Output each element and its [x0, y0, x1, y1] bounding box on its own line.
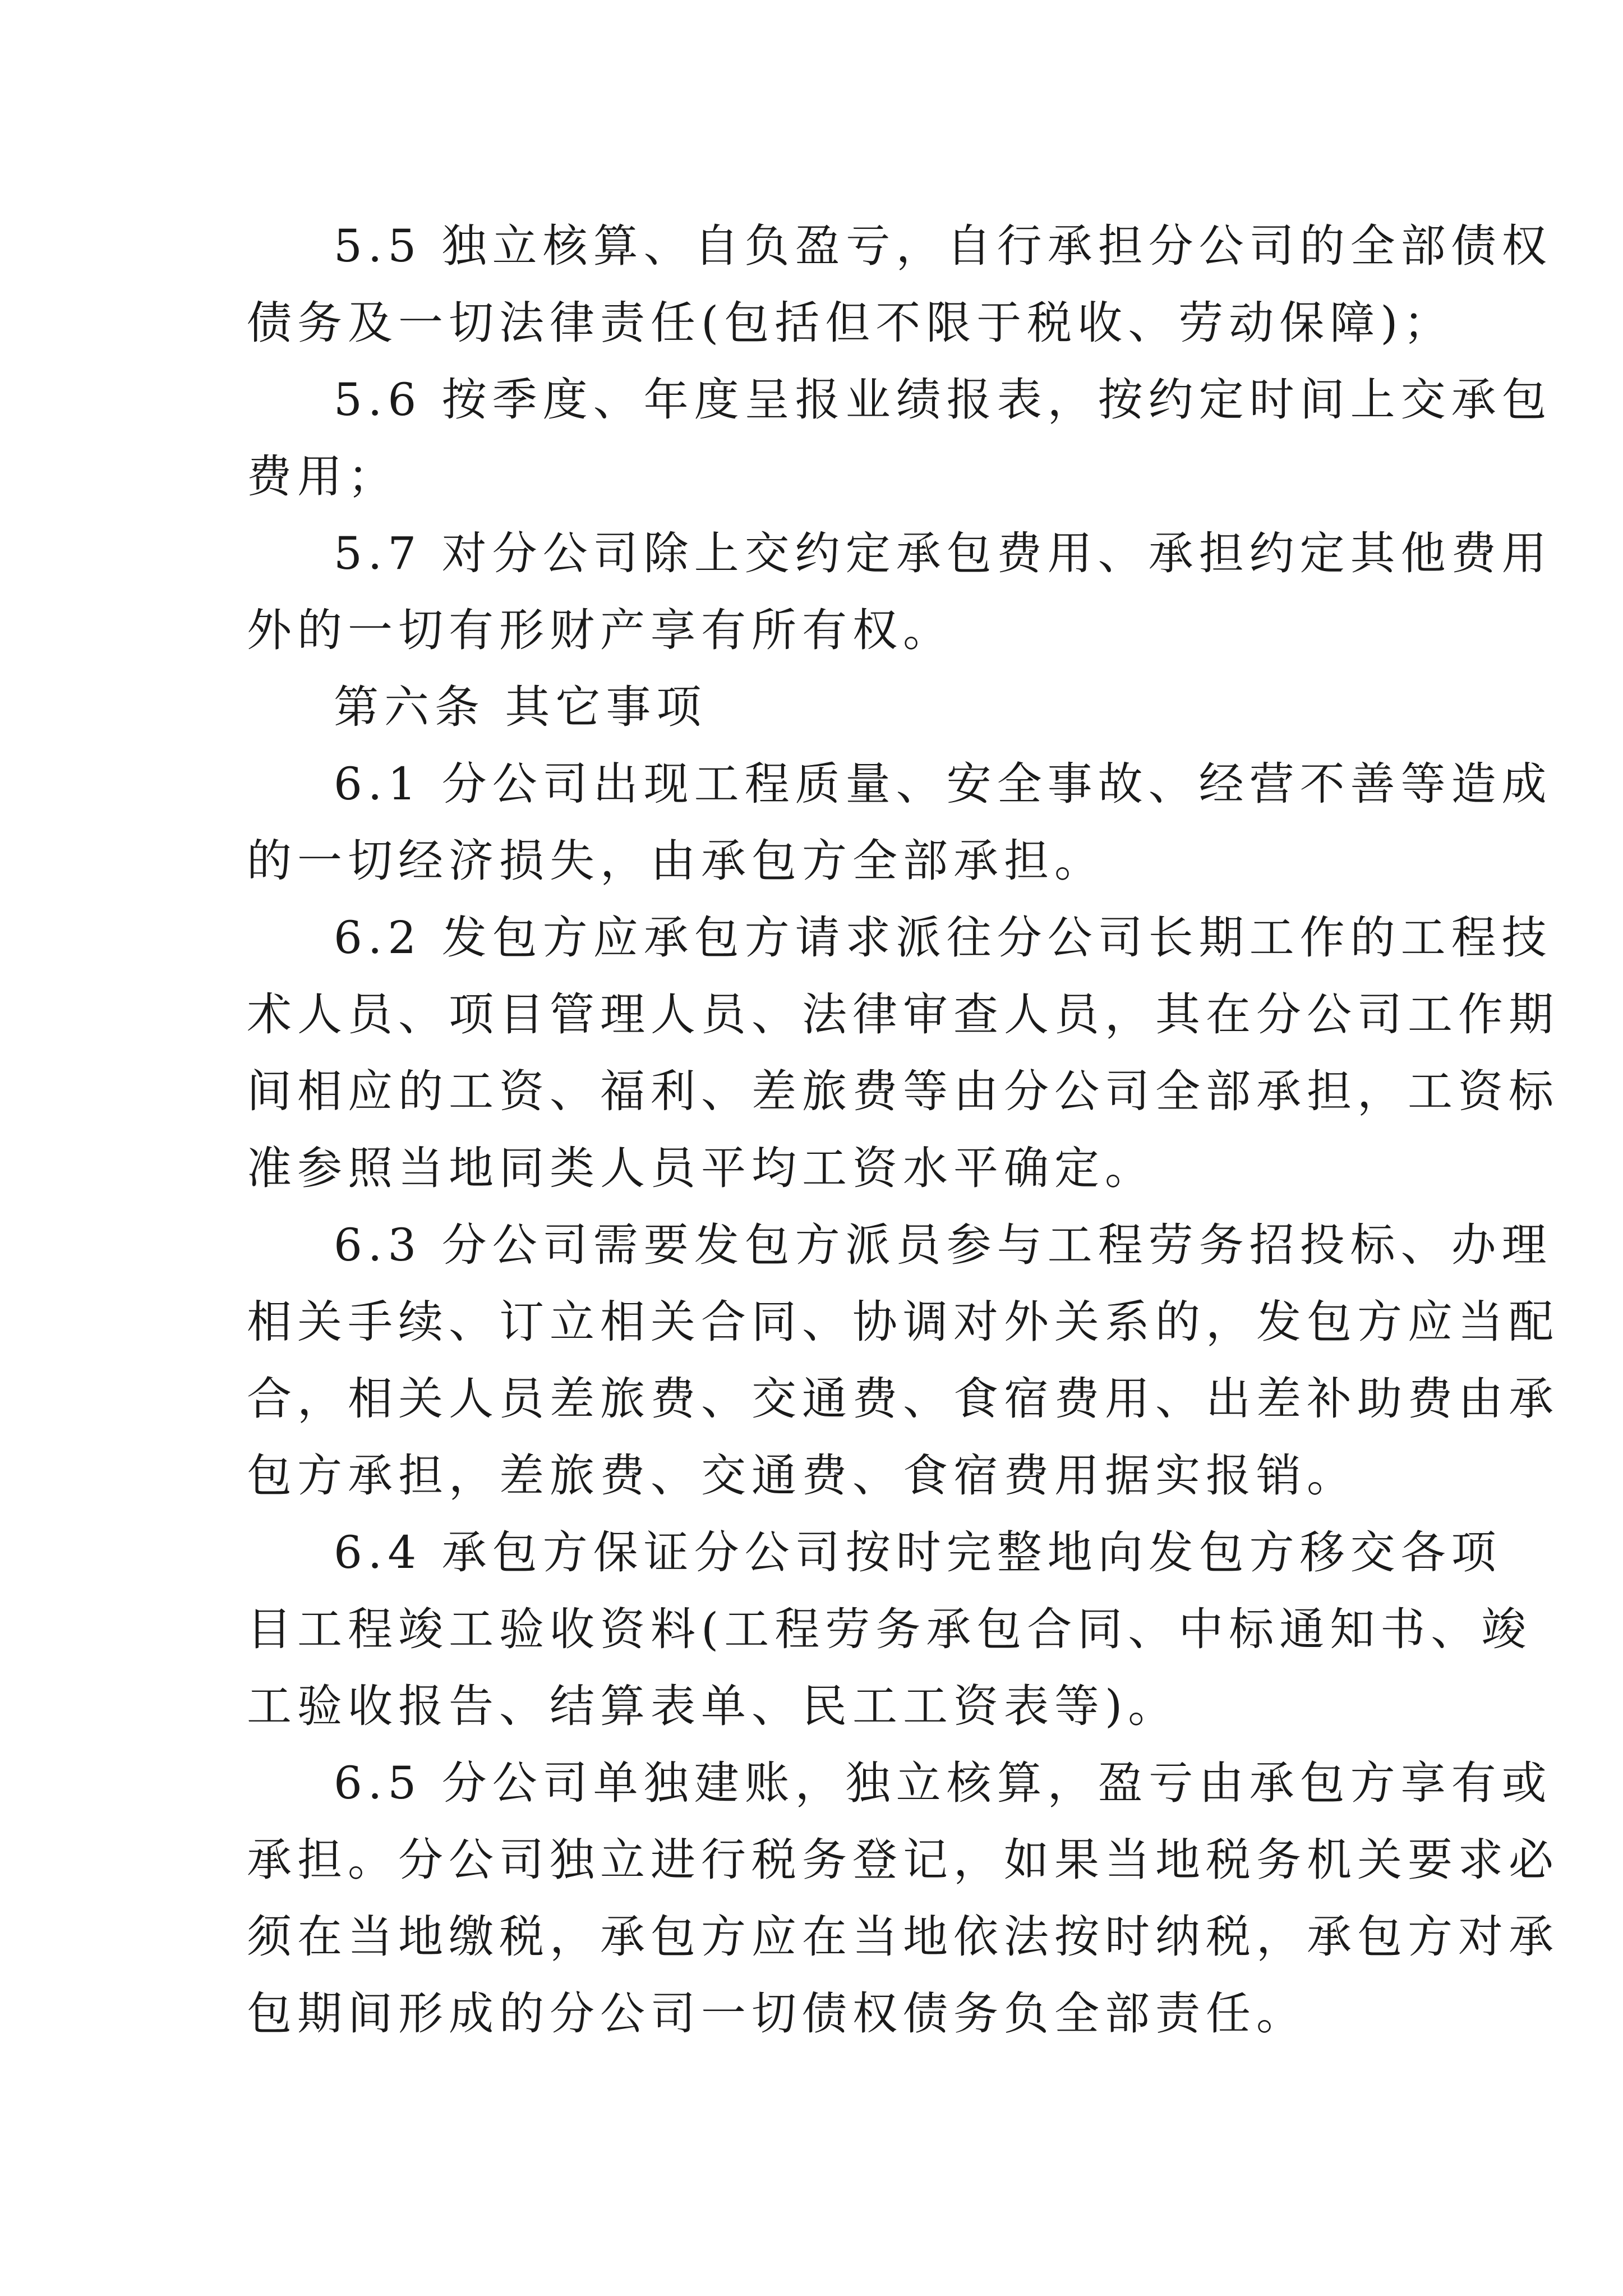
text-line-6-3-cont-1: 相关手续、订立相关合同、协调对外关系的，发包方应当配: [247, 1296, 1559, 1348]
text-line-5-7-cont: 外的一切有形财产享有所有权。: [247, 604, 953, 656]
text-line-6-2-cont-1: 术人员、项目管理人员、法律审查人员，其在分公司工作期: [247, 988, 1559, 1041]
text-line-6-3-cont-2: 合，相关人员差旅费、交通费、食宿费用、出差补助费由承: [247, 1373, 1559, 1425]
text-line-6-1-cont: 的一切经济损失，由承包方全部承担。: [247, 835, 1105, 887]
text-line-5-5-cont: 债务及一切法律责任(包括但不限于税收、劳动保障)；: [247, 297, 1454, 349]
text-line-6-2-cont-2: 间相应的工资、福利、差旅费等由分公司全部承担，工资标: [247, 1065, 1559, 1117]
text-line-6-5-cont-2: 须在当地缴税，承包方应在当地依法按时纳税，承包方对承: [247, 1911, 1559, 1963]
text-line-5-6: 5.6 按季度、年度呈报业绩报表，按约定时间上交承包: [334, 374, 1552, 426]
section-heading-article-6: 第六条 其它事项: [334, 681, 707, 733]
text-line-6-3: 6.3 分公司需要发包方派员参与工程劳务招投标、办理: [334, 1219, 1552, 1271]
text-line-6-5-cont-1: 承担。分公司独立进行税务登记，如果当地税务机关要求必: [247, 1834, 1559, 1886]
text-line-5-5: 5.5 独立核算、自负盈亏，自行承担分公司的全部债权: [334, 220, 1552, 272]
text-line-6-5: 6.5 分公司单独建账，独立核算，盈亏由承包方享有或: [334, 1757, 1552, 1809]
text-line-6-4-cont-1: 目工程竣工验收资料(工程劳务承包合同、中标通知书、竣: [247, 1603, 1532, 1655]
text-line-6-2: 6.2 发包方应承包方请求派往分公司长期工作的工程技: [334, 912, 1552, 964]
text-line-6-4: 6.4 承包方保证分公司按时完整地向发包方移交各项: [334, 1526, 1502, 1579]
document-body: [247, 208, 1559, 2052]
text-line-6-4-cont-2: 工验收报告、结算表单、民工工资表等)。: [247, 1680, 1179, 1732]
text-line-6-2-cont-3: 准参照当地同类人员平均工资水平确定。: [247, 1142, 1155, 1194]
text-line-6-3-cont-3: 包方承担，差旅费、交通费、食宿费用据实报销。: [247, 1450, 1357, 1502]
text-line-5-7: 5.7 对分公司除上交约定承包费用、承担约定其他费用: [334, 527, 1552, 579]
text-line-6-1: 6.1 分公司出现工程质量、安全事故、经营不善等造成: [334, 758, 1552, 810]
text-line-6-5-cont-3: 包期间形成的分公司一切债权债务负全部责任。: [247, 1987, 1307, 2040]
text-line-5-6-cont: 费用；: [247, 450, 398, 503]
